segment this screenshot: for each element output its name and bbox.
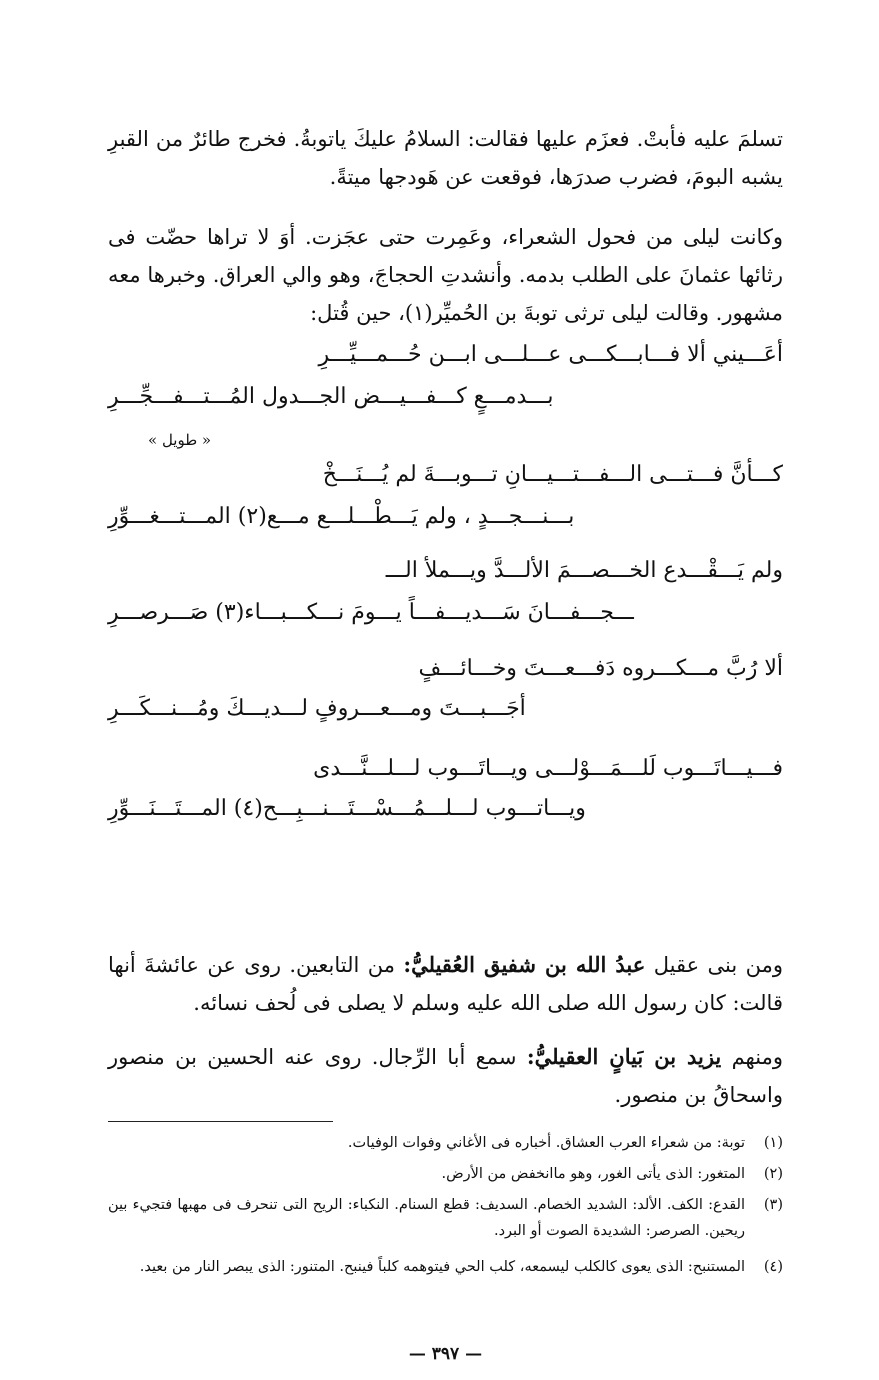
paragraph-layla bbox=[108, 218, 783, 332]
footnote-divider bbox=[108, 1121, 333, 1122]
verse-line-7: ألا رُبَّ مـــكـــروه دَفـــعـــتَ وخـــائـــفٍ bbox=[418, 656, 783, 681]
paragraph-text: وكانت ليلى من فحول الشعراء، وعَمِرت حتى عجَزت. أوَ لا تراها حضّت فى رثائها عثمانَ على الطلب بدمه. وأنشدتِ الحجاجَ، وهو والي العراق. وخبرها معه مشهور. وقالت ليلى ترثى توبةَ بن الحُميِّر(١)، حين قُتل: bbox=[108, 225, 783, 325]
person-name: عبدُ الله بن شفيق العُقيليُّ: bbox=[403, 952, 646, 977]
paragraph-lead: ومنهم bbox=[731, 1045, 783, 1069]
footnote-number: (٣) bbox=[763, 1197, 783, 1213]
paragraph-text: تسلمَ عليه فأبتْ. فعزَم عليها فقالت: السلامُ عليكَ ياتوبةُ. فخرج طائرٌ من القبرِ يشبه البومَ، فضرب صدرَها، فوقعت عن هَودجها ميتةً. bbox=[108, 127, 783, 189]
verse-line-3: كـــأنَّ فـــتـــى الـــفـــتـــيـــانِ تـــوبـــةَ لم يُـــنَـــخْ bbox=[322, 462, 783, 487]
paragraph-body: من التابعين. روى عن عائشةَ أنها قالت: كان رسول الله صلى الله عليه وسلم لا يصلى فى لُحف نسائه. bbox=[108, 953, 783, 1015]
footnote-4 bbox=[108, 1254, 783, 1280]
verse-line-2: بـــدمـــعٍ كـــفـــيـــض الجـــدول المُـــتـــفـــجِّـــرِ bbox=[108, 384, 554, 409]
page-number: — ٣٩٧ — bbox=[408, 1344, 483, 1364]
footnote-2 bbox=[108, 1161, 783, 1187]
footnote-number: (٢) bbox=[763, 1166, 783, 1182]
verse-line-8: أجَـــبـــتَ ومـــعـــروفٍ لـــديـــكَ ومُـــنـــكَـــرِ bbox=[108, 696, 526, 721]
verse-line-9: فـــيـــاتَـــوب لَلـــمَـــوْلـــى ويـــاتَـــوب لـــلـــنَّـــدى bbox=[313, 756, 783, 781]
footnote-1 bbox=[108, 1130, 783, 1156]
verse-line-4: بـــنـــجـــدٍ ، ولم يَـــطْـــلـــع مـــع(٢) المـــتـــغـــوِّرِ bbox=[108, 504, 575, 529]
verse-line-1: أعَـــيني ألا فـــابـــكـــى عـــلـــى ابـــن حُـــمـــيِّـــرِ bbox=[318, 342, 783, 367]
verse-line-5: ولم يَـــقْـــدع الخـــصـــمَ الألـــدَّ ويـــملأ الـــ bbox=[385, 558, 783, 583]
person-name: يزيد بن بَيانٍ العقيليُّ: bbox=[526, 1044, 722, 1069]
paragraph-intro bbox=[108, 120, 783, 196]
footnote-text: توبة: من شعراء العرب العشاق. أخباره فى الأغاني وفوات الوفيات. bbox=[347, 1135, 745, 1151]
verse-line-6: ـــجـــفـــانَ سَـــديـــفـــاً يـــومَ نـــكـــبـــاء(٣) صَـــرصـــرِ bbox=[108, 600, 634, 625]
footnote-text: المستنبح: الذى يعوى كالكلب ليسمعه، كلب الحي فيتوهمه كلباً فينبح. المتنور: الذى يبصر النار من بعيد. bbox=[139, 1259, 745, 1275]
book-page bbox=[108, 108, 783, 1364]
paragraph-lead: ومن بنى عقيل bbox=[653, 953, 783, 977]
meter-label: « طويل » bbox=[148, 431, 212, 449]
footnote-number: (٤) bbox=[763, 1259, 783, 1275]
footnote-text: القدع: الكف. الألد: الشديد الخصام. السديف: قطع السنام. النكباء: الريح التى تنحرف فى مهبها فتجيء بين ريحين. الصرصر: الشديدة الصوت أو البرد. bbox=[108, 1197, 745, 1239]
footnote-number: (١) bbox=[763, 1135, 783, 1151]
verse-line-10: ويـــاتـــوب لـــلـــمُـــسْـــتَـــنـــبِـــح(٤) المـــتَـــنَـــوِّرِ bbox=[108, 796, 586, 821]
paragraph-abdullah bbox=[108, 946, 783, 1022]
paragraph-body: سمع أبا الرِّجال. روى عنه الحسين بن منصور واسحاقُ بن منصور. bbox=[108, 1045, 783, 1107]
footnote-3 bbox=[108, 1192, 783, 1244]
footnote-text: المتغور: الذى يأتى الغور، وهو ماانخفض من الأرض. bbox=[441, 1166, 745, 1182]
paragraph-text bbox=[108, 1038, 783, 1114]
paragraph-text bbox=[108, 946, 783, 1022]
paragraph-yazid bbox=[108, 1038, 783, 1114]
